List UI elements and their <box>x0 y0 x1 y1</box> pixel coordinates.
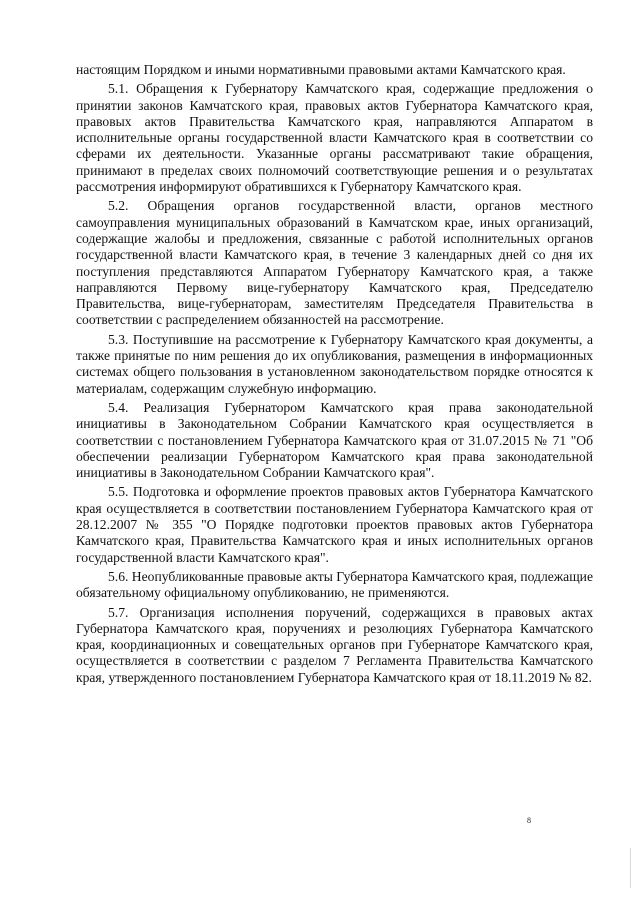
paragraph-5-7: 5.7. Организация исполнения поручений, содержащихся в правовых актах Губернатора Камчатского края, поручениях и резолюциях Губернатора Камчатского края, координационных и совещательных органов при Губернаторе Камчатского края, осуществляется в соответствии с разделом 7 Регламента Правительства Камчатского края, утвержденного постановлением Губернатора Камчатского края от 18.11.2019 № 82. <box>76 604 593 685</box>
paragraph-5-1: 5.1. Обращения к Губернатору Камчатского края, содержащие предложения о принятии законов Камчатского края, правовых актов Губернатора Камчатского края, правовых актов Правительства Камчатского края, направляются Аппаратом в исполнительные органы государственной власти Камчатского края в соответствии со сферами их деятельности. Указанные органы рассматривают такие обращения, принимают в пределах своих полномочий соответствующие решения и о результатах рассмотрения информируют обратившихся к Губернатору Камчатского края. <box>76 81 593 195</box>
page-number: 8 <box>527 816 531 825</box>
scan-edge-mark <box>630 848 631 888</box>
paragraph-5-4: 5.4. Реализация Губернатором Камчатского края права законодательной инициативы в Законодательном Собрании Камчатского края осуществляется в соответствии с постановлением Губернатора Камчатского края от 31.07.2015 № 71 "Об обеспечении реализации Губернатором Камчатского края права законодательной инициативы в Законодательном Собрании Камчатского края". <box>76 399 593 481</box>
paragraph-5-2: 5.2. Обращения органов государственной власти, органов местного самоуправления муниципальных образований в Камчатском крае, иных организаций, содержащие жалобы и предложения, связанные с работой исполнительных органов государственной власти Камчатского края, в течение 3 календарных дней со дня их поступления представляются Аппаратом Губернатору Камчатского края, а также направляются Первому вице-губернатору Камчатского края, Председателю Правительства, вице-губернаторам, заместителям Председателя Правительства в соответствии с распределением обязанностей на рассмотрение. <box>76 198 593 328</box>
paragraph-continuation: настоящим Порядком и иными нормативными правовыми актами Камчатского края. <box>76 62 566 77</box>
paragraph-5-3: 5.3. Поступившие на рассмотрение к Губернатору Камчатского края документы, а также принятые по ним решения до их опубликования, размещения в информационных системах общего пользования в установленном законодательством порядке относятся к материалам, содержащим служебную информацию. <box>76 331 593 396</box>
paragraph-5-5: 5.5. Подготовка и оформление проектов правовых актов Губернатора Камчатского края осуществляется в соответствии постановлением Губернатора Камчатского края от 28.12.2007 № 355 "О Порядке подготовки проектов правовых актов Губернатора Камчатского края, Правительства Камчатского края и иных исполнительных органов государственной власти Камчатского края". <box>76 484 593 565</box>
paragraph-5-6: 5.6. Неопубликованные правовые акты Губернатора Камчатского края, подлежащие обязательному официальному опубликованию, не применяются. <box>76 568 593 601</box>
document-body <box>76 62 593 686</box>
